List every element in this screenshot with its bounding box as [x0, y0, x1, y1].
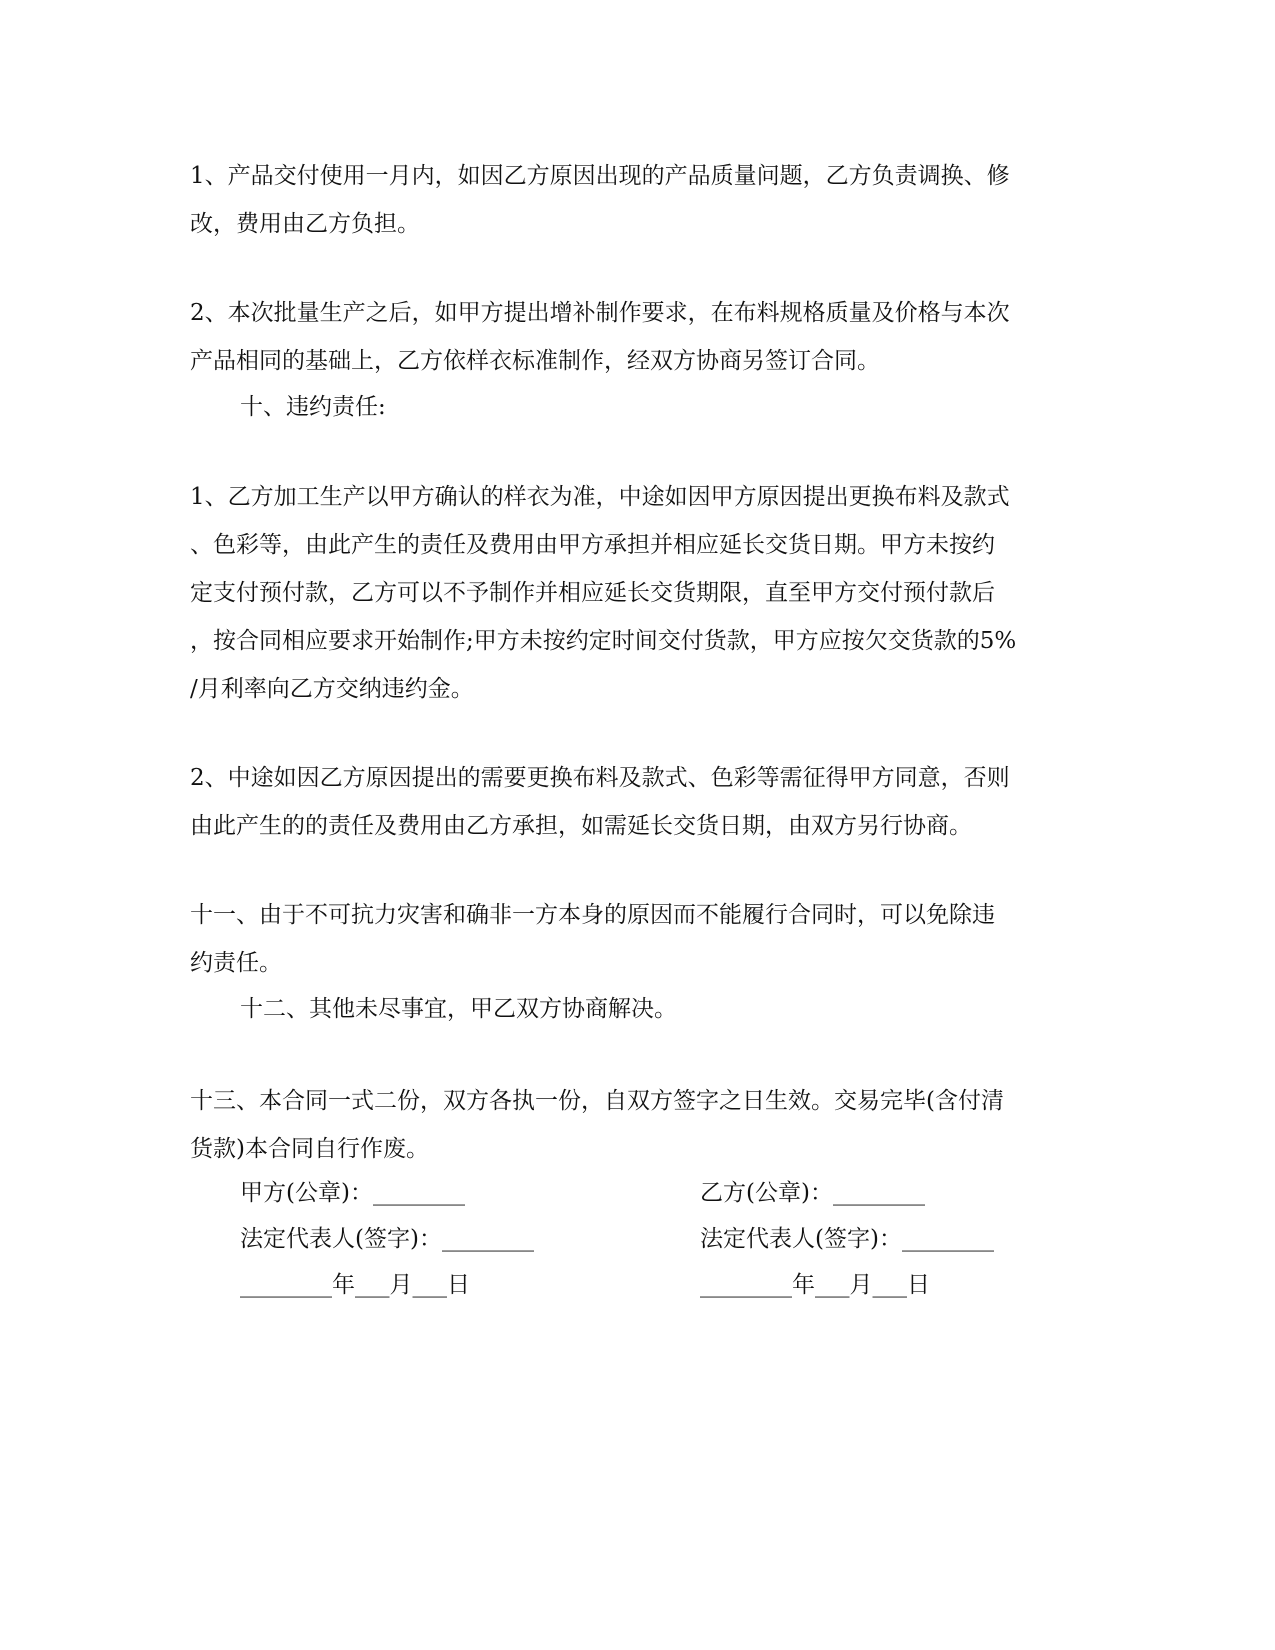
clause-other-matters: 十二、其他未尽事宜，甲乙双方协商解决。	[240, 996, 677, 1022]
clause-breach-party-b: 2、中途如因乙方原因提出的需要更换布料及款式、色彩等需征得甲方同意，否则 由此产生的的责任及费用由乙方承担，如需延长交货日期，由双方另行协商。	[190, 765, 1010, 839]
clause-copies-effective: 十三、本合同一式二份，双方各执一份，自双方签字之日生效。交易完毕(含付清 货款)本合同自行作废。	[190, 1088, 1004, 1162]
clause-additional-production: 2、本次批量生产之后，如甲方提出增补制作要求，在布料规格质量及价格与本次 产品相同的基础上，乙方依样衣标准制作，经双方协商另签订合同。	[190, 300, 1010, 374]
clause-quality-warranty: 1、产品交付使用一月内，如因乙方原因出现的产品质量问题，乙方负责调换、修 改，费用由乙方负担。	[190, 163, 1010, 237]
party-b-date-line: ________年___月___日	[700, 1272, 930, 1298]
party-a-representative-line: 法定代表人(签字)：________	[240, 1226, 534, 1252]
clause-breach-party-a: 1、乙方加工生产以甲方确认的样衣为准，中途如因甲方原因提出更换布料及款式 、色彩等，由此产生的责任及费用由甲方承担并相应延长交货日期。甲方未按约 定支付预付款，乙方可以不予制作并相应延长交货期限，直至甲方交付预付款后 ，按合同相应要求开始制作;甲方未按约定时间交付货款，甲方应按欠交货款的5% /月利率向乙方交纳违约金。	[190, 484, 1017, 702]
party-a-seal-line: 甲方(公章)：________	[240, 1180, 465, 1206]
party-b-seal-line: 乙方(公章)：________	[700, 1180, 925, 1206]
section-heading-breach-liability: 十、违约责任:	[240, 394, 386, 420]
party-b-representative-line: 法定代表人(签字)：________	[700, 1226, 994, 1252]
clause-force-majeure: 十一、由于不可抗力灾害和确非一方本身的原因而不能履行合同时，可以免除违 约责任。	[190, 902, 995, 976]
party-a-date-line: ________年___月___日	[240, 1272, 470, 1298]
